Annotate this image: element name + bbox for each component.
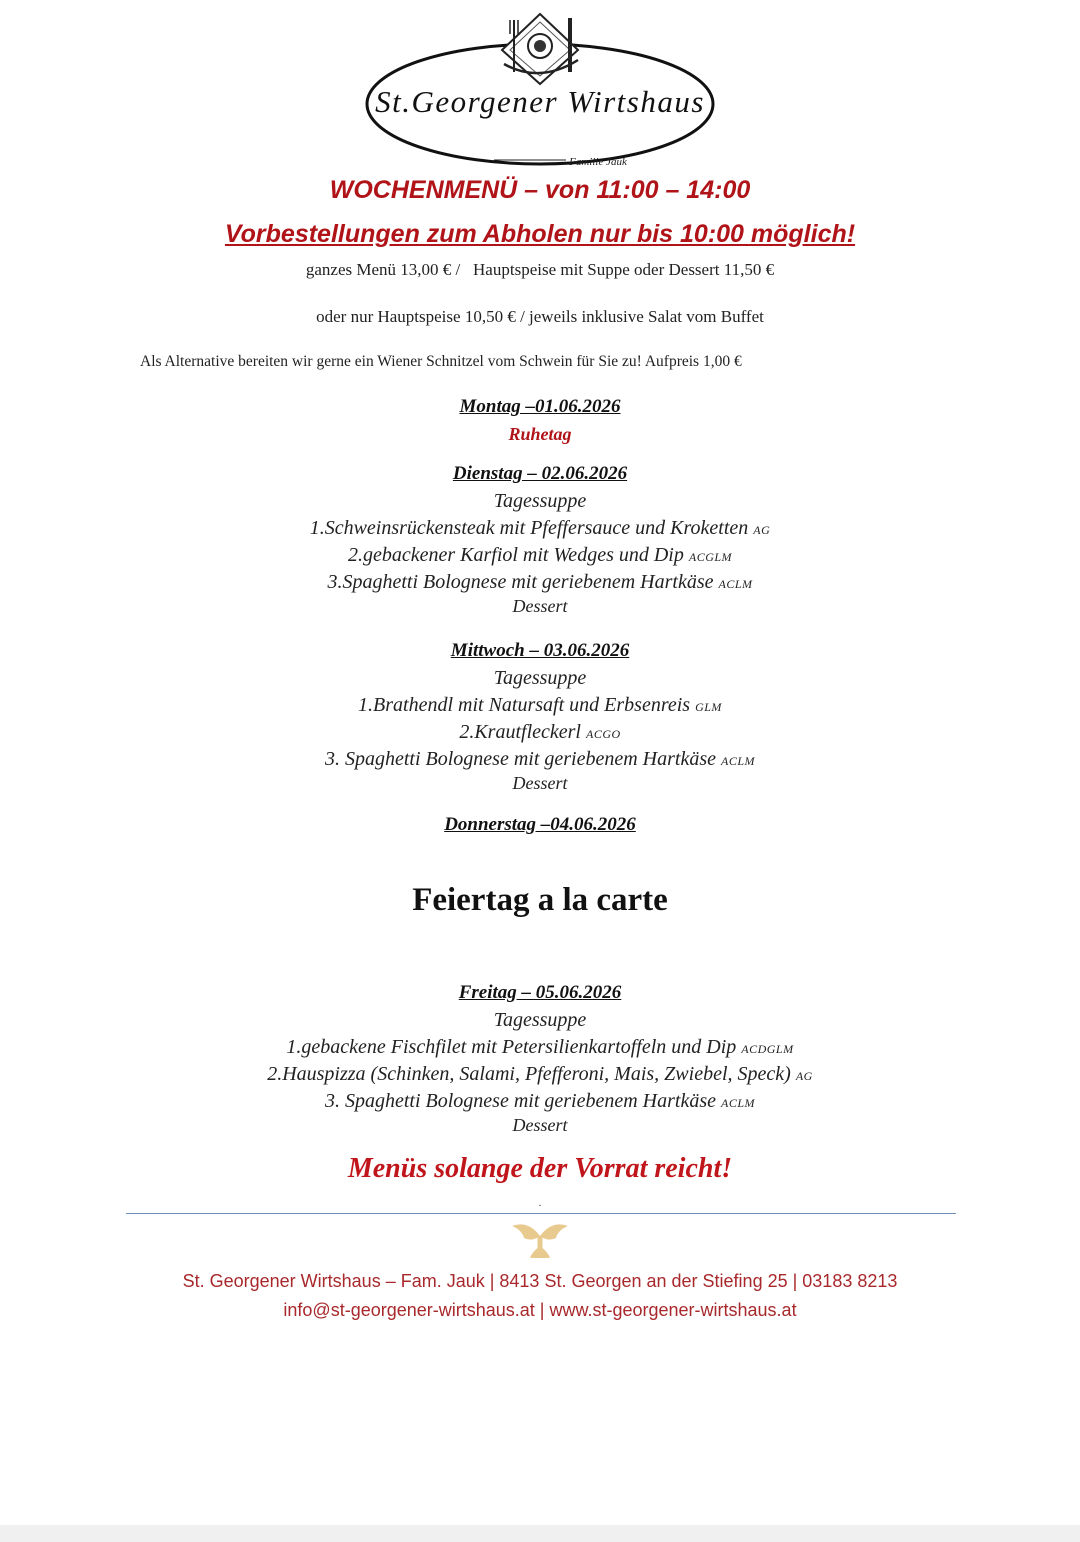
logo-subtitle: Familie Jauk: [569, 156, 627, 168]
allergen-codes: ACDGLM: [741, 1042, 794, 1056]
menu-title: WOCHENMENÜ – von 11:00 – 14:00: [329, 176, 751, 204]
day-title-friday: Freitag – 05.06.2026: [458, 982, 622, 1003]
preorder-notice: Vorbestellungen zum Abholen nur bis 10:00 möglich!: [224, 220, 856, 248]
soup-friday: Tagessuppe: [493, 1009, 587, 1031]
day-note-monday: Ruhetag: [508, 424, 572, 444]
soup-wednesday: Tagessuppe: [493, 667, 587, 689]
allergen-codes: AG: [753, 523, 771, 537]
menu-item: 3. Spaghetti Bolognese mit geriebenem Hartkäse ACLM: [324, 748, 756, 770]
dessert-friday: Dessert: [512, 1115, 568, 1135]
day-title-thursday: Donnerstag –04.06.2026: [444, 814, 636, 835]
allergen-codes: ACLM: [721, 754, 756, 768]
allergen-codes: ACGLM: [688, 550, 733, 564]
stray-dot: .: [538, 1198, 542, 1209]
menu-item: 3.Spaghetti Bolognese mit geriebenem Hartkäse ACLM: [327, 571, 753, 593]
allergen-codes: ACGO: [585, 727, 621, 741]
menu-item: 1.Schweinsrückensteak mit Pfeffersauce und Kroketten AG: [309, 517, 771, 539]
allergen-codes: AG: [795, 1069, 813, 1083]
price-line-2: oder nur Hauptspeise 10,50 € / jeweils inklusive Salat vom Buffet: [316, 307, 764, 326]
footer-address: St. Georgener Wirtshaus – Fam. Jauk | 8413 St. Georgen an der Stiefing 25 | 03183 8213: [182, 1271, 898, 1291]
footer-contact[interactable]: info@st-georgener-wirtshaus.at | www.st-georgener-wirtshaus.at: [283, 1300, 797, 1320]
dessert-wednesday: Dessert: [512, 773, 568, 793]
holiday-note: Feiertag a la carte: [412, 882, 668, 918]
soup-tuesday: Tagessuppe: [493, 490, 587, 512]
day-title-monday: Montag –01.06.2026: [459, 396, 621, 417]
menu-item: 2.Hauspizza (Schinken, Salami, Pfefferoni, Mais, Zwiebel, Speck) AG: [267, 1063, 813, 1085]
bottom-bar: [0, 1525, 1080, 1542]
alternative-note: Als Alternative bereiten wir gerne ein Wiener Schnitzel vom Schwein für Sie zu! Aufpreis 1,00 €: [140, 353, 742, 370]
cutlery-plate-icon: [364, 12, 716, 172]
footer-divider: [126, 1213, 956, 1214]
menu-item: 2.Krautfleckerl ACGO: [459, 721, 621, 743]
price-line-1: ganzes Menü 13,00 € / Hauptspeise mit Suppe oder Dessert 11,50 €: [305, 260, 775, 279]
dessert-tuesday: Dessert: [512, 596, 568, 616]
menu-item: 3. Spaghetti Bolognese mit geriebenem Hartkäse ACLM: [324, 1090, 756, 1112]
menu-item: 1.Brathendl mit Natursaft und Erbsenreis GLM: [358, 694, 722, 716]
day-title-wednesday: Mittwoch – 03.06.2026: [450, 640, 630, 661]
menu-item: 2.gebackener Karfiol mit Wedges und Dip ACGLM: [347, 544, 733, 566]
allergen-codes: GLM: [695, 700, 722, 714]
logo-name: St.Georgener Wirtshaus: [375, 84, 705, 119]
restaurant-logo: [364, 12, 716, 172]
day-title-tuesday: Dienstag – 02.06.2026: [452, 463, 628, 484]
menu-item: 1.gebackene Fischfilet mit Petersilienkartoffeln und Dip ACDGLM: [286, 1036, 794, 1058]
fleur-ornament-icon: [506, 1216, 574, 1258]
closing-note: Menüs solange der Vorrat reicht!: [347, 1153, 733, 1184]
allergen-codes: ACLM: [721, 1096, 756, 1110]
allergen-codes: ACLM: [718, 577, 753, 591]
